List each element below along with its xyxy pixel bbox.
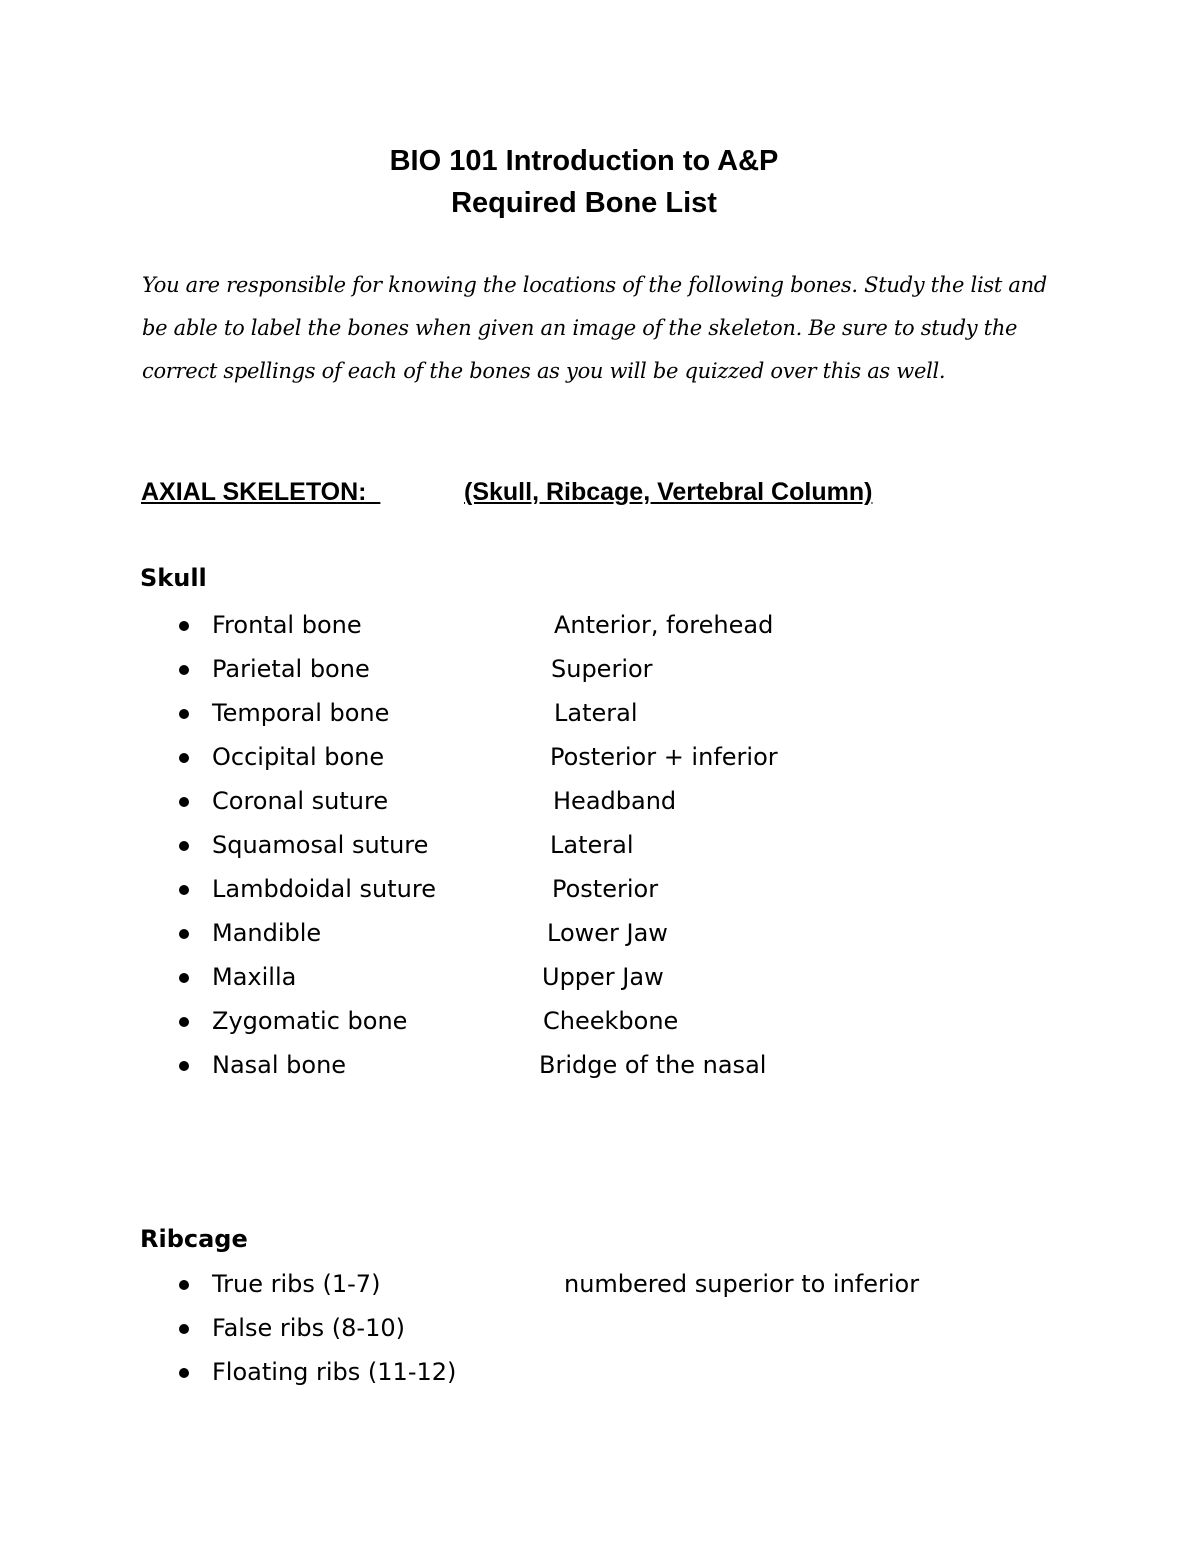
bone-location: Cheekbone <box>543 1007 679 1035</box>
list-item <box>0 603 1200 647</box>
bone-name: Floating ribs (11-12) <box>212 1358 457 1386</box>
bone-name: Mandible <box>212 919 322 947</box>
bone-name: False ribs (8-10) <box>212 1314 405 1342</box>
bone-location: Anterior, forehead <box>554 611 774 639</box>
bone-location: Bridge of the nasal <box>539 1051 767 1079</box>
bullet-icon <box>179 1017 189 1027</box>
bone-name: Coronal suture <box>212 787 389 815</box>
ribcage-list <box>0 1262 1200 1394</box>
list-item <box>0 823 1200 867</box>
bone-location: Superior <box>551 655 653 683</box>
bone-location: Posterior <box>552 875 659 903</box>
bone-name: Temporal bone <box>212 699 390 727</box>
bone-location: Upper Jaw <box>542 963 664 991</box>
bullet-icon <box>179 709 189 719</box>
bone-name: Squamosal suture <box>212 831 429 859</box>
list-item <box>0 867 1200 911</box>
bullet-icon <box>179 1368 189 1378</box>
bullet-icon <box>179 929 189 939</box>
bone-location: Lateral <box>554 699 638 727</box>
bullet-icon <box>179 753 189 763</box>
bullet-icon <box>179 797 189 807</box>
intro-paragraph: You are responsible for knowing the locations of the following bones. Study the list and be able to label the bones when given an image of the skeleton. Be sure to study the correct spellings of each of the bones as you will be quizzed over this as well. <box>142 273 1047 383</box>
bullet-icon <box>179 1324 189 1334</box>
list-title: Required Bone List <box>451 187 717 219</box>
bone-name: Zygomatic bone <box>212 1007 408 1035</box>
bone-location: Posterior + inferior <box>550 743 778 771</box>
bone-name: Nasal bone <box>212 1051 347 1079</box>
bullet-icon <box>179 1061 189 1071</box>
bone-location: numbered superior to inferior <box>564 1270 920 1298</box>
list-item <box>0 1043 1200 1087</box>
bone-name: Occipital bone <box>212 743 385 771</box>
bullet-icon <box>179 885 189 895</box>
bone-name: True ribs (1-7) <box>212 1270 381 1298</box>
ribcage-heading: Ribcage <box>140 1225 248 1253</box>
list-item <box>0 779 1200 823</box>
axial-skeleton-subheading: (Skull, Ribcage, Vertebral Column) <box>464 478 873 506</box>
list-item <box>0 647 1200 691</box>
list-item <box>0 955 1200 999</box>
bone-name: Lambdoidal suture <box>212 875 436 903</box>
list-item <box>0 1350 1200 1394</box>
bone-location: Lateral <box>550 831 634 859</box>
document-title <box>0 140 1168 224</box>
list-item <box>0 735 1200 779</box>
list-item <box>0 1262 1200 1306</box>
bullet-icon <box>179 1280 189 1290</box>
bone-location: Lower Jaw <box>547 919 668 947</box>
bullet-icon <box>179 621 189 631</box>
bone-name: Parietal bone <box>212 655 370 683</box>
list-item <box>0 691 1200 735</box>
bullet-icon <box>179 841 189 851</box>
bone-location: Headband <box>553 787 677 815</box>
list-item <box>0 1306 1200 1350</box>
list-item <box>0 911 1200 955</box>
skull-list <box>0 603 1200 1087</box>
bone-name: Maxilla <box>212 963 297 991</box>
list-item <box>0 999 1200 1043</box>
bone-name: Frontal bone <box>212 611 362 639</box>
bullet-icon <box>179 665 189 675</box>
course-title: BIO 101 Introduction to A&P <box>389 145 779 177</box>
bullet-icon <box>179 973 189 983</box>
skull-heading: Skull <box>140 564 207 592</box>
axial-skeleton-heading: AXIAL SKELETON: <box>141 478 381 506</box>
